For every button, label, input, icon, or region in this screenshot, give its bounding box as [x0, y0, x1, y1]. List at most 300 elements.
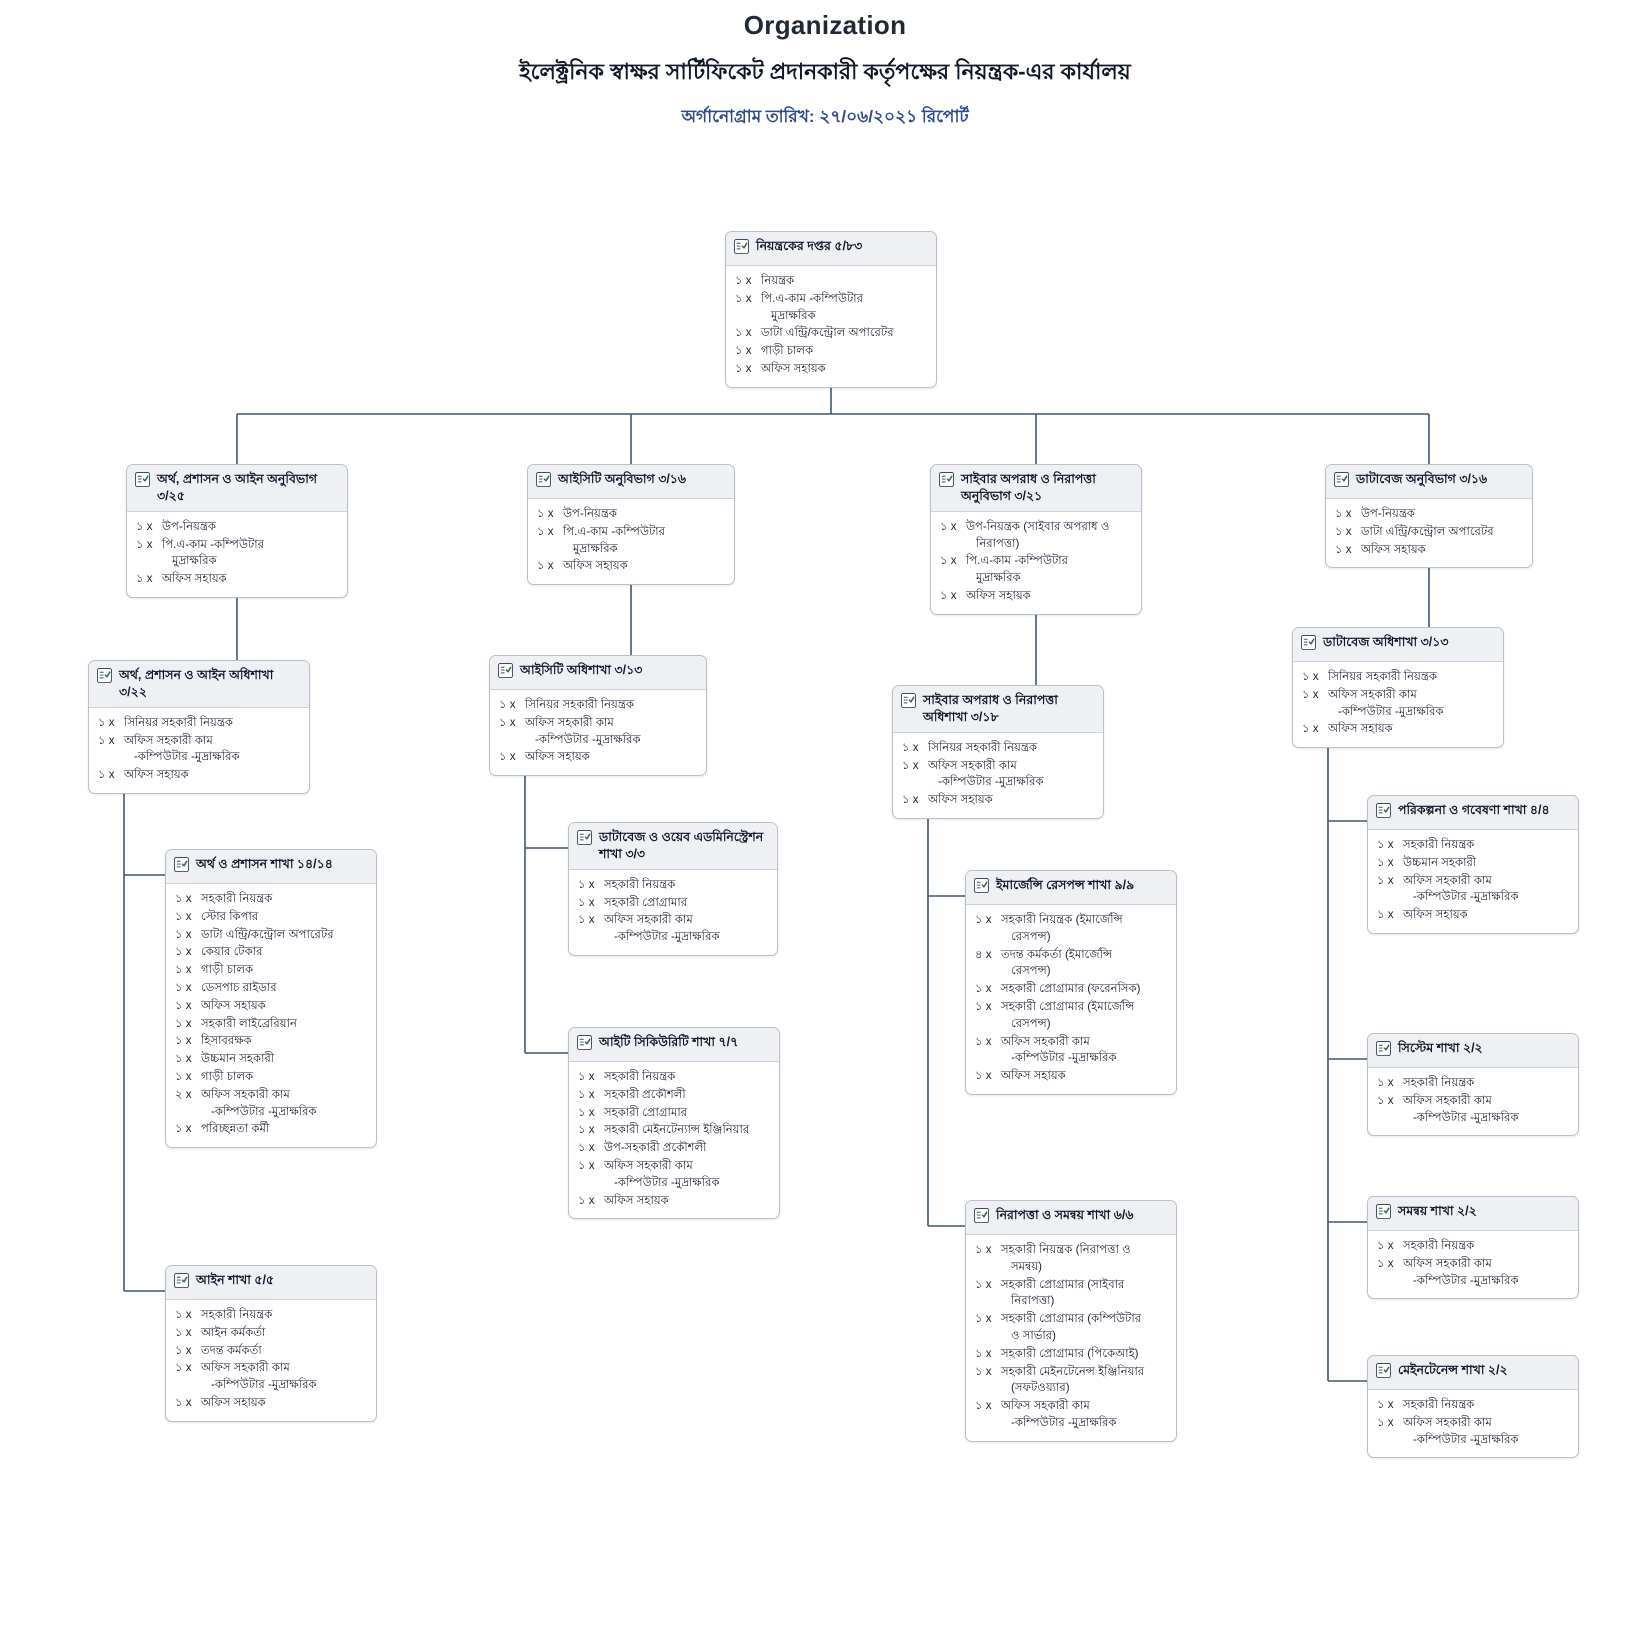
role-label-main: সহকারী নিয়ন্ত্রক (নিরাপত্তা ও [1001, 1243, 1131, 1256]
role-row [175, 909, 367, 926]
role-count: ১ x [499, 715, 516, 729]
role-label-main: সহকারী প্রোগ্রামার [604, 895, 688, 909]
role-row [735, 325, 927, 342]
org-node-header [726, 232, 936, 266]
role-row [175, 891, 367, 908]
role-count: ১ x [537, 559, 554, 573]
role-row [940, 588, 1132, 605]
role-label-main: অফিস সহায়ক [604, 1193, 669, 1207]
role-row [537, 558, 725, 575]
role-label-main: অফিস সহকারী কাম [1403, 1415, 1492, 1429]
org-node-title: ডাটাবেজ অধিশাখা ৩/১৩ [1323, 635, 1449, 649]
role-count: ১ x [1377, 1256, 1394, 1270]
role-label [162, 571, 338, 588]
role-label-continuation: -কম্পিউটার -মুদ্রাক্ষরিক [1413, 1110, 1519, 1124]
role-label-main: আইন কর্মকর্তা [201, 1325, 266, 1339]
role-label [928, 758, 1094, 792]
role-label-main: সহকারী প্রোগ্রামার (ইমার্জেন্সি [1001, 999, 1135, 1013]
role-label [1001, 1277, 1167, 1311]
org-node-title: অর্থ, প্রশাসন ও আইন অনুবিভাগ ৩/২৫ [157, 472, 318, 503]
role-label-main: অফিস সহকারী কাম [1001, 1034, 1090, 1048]
role-count: ১ x [902, 758, 919, 772]
role-label [1001, 1398, 1167, 1432]
role-label-continuation: -কম্পিউটার -মুদ্রাক্ষরিক [1413, 1432, 1519, 1446]
role-label [563, 524, 725, 558]
org-node-roles [1368, 830, 1578, 933]
role-label [604, 895, 768, 912]
role-count: ১ x [902, 793, 919, 807]
role-count: ১ x [735, 344, 752, 358]
org-node-roles [89, 708, 309, 793]
checklist-icon [135, 472, 150, 492]
role-label [1403, 907, 1569, 924]
role-count: ১ x [537, 524, 554, 538]
role-label [928, 740, 1094, 757]
role-label-main: সহকারী নিয়ন্ত্রক [1403, 1076, 1475, 1089]
org-node-cyber-div[interactable] [930, 464, 1142, 615]
role-label [928, 792, 1094, 809]
role-label [162, 519, 338, 536]
role-label-main: উচ্চমান সহকারী [1403, 855, 1477, 869]
role-label-main: অফিস সহকারী কাম [201, 1361, 290, 1375]
role-label [1001, 1034, 1167, 1068]
role-label-main: অফিস সহায়ক [162, 572, 227, 586]
role-label-main: অফিস সহকারী কাম [201, 1087, 290, 1101]
org-node-roles [569, 1062, 779, 1218]
role-count: ১ x [1302, 687, 1319, 701]
role-label-main: গাড়ী চালক [201, 1069, 254, 1083]
role-row [940, 553, 1132, 587]
role-row [902, 740, 1094, 757]
role-label [201, 1395, 367, 1412]
role-label-main: গাড়ী চালক [761, 344, 814, 358]
org-node-root[interactable] [725, 231, 937, 388]
role-label [1001, 1346, 1167, 1363]
role-count: ১ x [578, 1105, 595, 1119]
org-node-roles [1368, 1390, 1578, 1457]
role-label-main: সহকারী নিয়ন্ত্রক [604, 877, 676, 891]
role-count: ১ x [136, 537, 153, 551]
org-node-header [1293, 628, 1503, 662]
role-row [136, 537, 338, 571]
role-label [1001, 981, 1167, 998]
role-count: ১ x [1335, 542, 1352, 556]
role-label [201, 1360, 367, 1394]
org-node-fin-div[interactable] [126, 464, 348, 598]
role-count: ১ x [499, 698, 516, 711]
role-label-main: সহকারী নিয়ন্ত্রক [1403, 1239, 1475, 1252]
role-row [175, 927, 367, 944]
organogram-date: অর্গানোগ্রাম তারিখ: ২৭/০৬/২০২১ রিপোর্ট [681, 107, 969, 126]
role-count: ১ x [175, 1122, 192, 1136]
role-label [604, 1140, 770, 1157]
role-row [175, 1343, 367, 1360]
role-count: ১ x [578, 1087, 595, 1101]
role-count: ১ x [975, 1346, 992, 1360]
role-label [604, 877, 768, 894]
role-row [175, 1033, 367, 1050]
role-count: ১ x [98, 715, 115, 729]
checklist-icon [939, 472, 954, 492]
role-row [975, 1311, 1167, 1345]
role-row [175, 962, 367, 979]
role-label [563, 506, 725, 523]
role-label [201, 980, 367, 997]
role-row [175, 1121, 367, 1138]
role-label-continuation: -কম্পিউটার -মুদ্রাক্ষরিক [211, 1378, 317, 1392]
org-node-roles [893, 733, 1103, 818]
role-row [175, 1069, 367, 1086]
org-node-header [1326, 465, 1532, 499]
role-row [175, 1395, 367, 1412]
role-label [124, 715, 300, 732]
org-node-title: সমন্বয় শাখা ২/২ [1398, 1204, 1477, 1218]
role-label [604, 1105, 770, 1122]
role-count: ৪ x [975, 947, 992, 961]
role-label [1328, 721, 1494, 738]
role-label-main: অফিস সহায়ক [928, 793, 993, 807]
role-label-main: উপ-নিয়ন্ত্রক (সাইবার অপরাধ ও [966, 519, 1110, 533]
org-node-ict-sub[interactable] [489, 655, 707, 776]
role-row [1302, 669, 1494, 686]
role-count: ১ x [1302, 670, 1319, 683]
role-label [1403, 1093, 1569, 1127]
checklist-icon [1376, 1204, 1391, 1224]
role-label [201, 1016, 367, 1033]
role-label [525, 749, 697, 766]
role-label [201, 1325, 367, 1342]
org-node-system-br[interactable] [1367, 1033, 1579, 1136]
role-label-continuation: রেসপন্স) [1011, 964, 1051, 978]
role-label-main: ডেসপাচ রাইডার [201, 980, 277, 994]
role-label-main: সহকারী নিয়ন্ত্রক [1403, 838, 1475, 851]
role-row [1377, 1397, 1569, 1414]
role-label-main: সিনিয়র সহকারী নিয়ন্ত্রক [124, 715, 234, 729]
role-row [175, 1051, 367, 1068]
role-count: ১ x [136, 519, 153, 533]
role-label [1403, 1238, 1569, 1255]
role-label [124, 733, 300, 767]
org-node-header [166, 850, 376, 884]
role-label-continuation: -কম্পিউটার -মুদ্রাক্ষরিক [211, 1104, 317, 1118]
org-node-roles [966, 905, 1176, 1094]
role-row [975, 947, 1167, 981]
role-label [761, 325, 927, 342]
role-row [537, 524, 725, 558]
role-count: ১ x [940, 588, 957, 602]
role-row [175, 1087, 367, 1121]
role-label [1361, 542, 1523, 559]
role-label-main: অফিস সহকারী কাম [604, 1158, 693, 1172]
org-node-header [931, 465, 1141, 512]
org-node-header [966, 871, 1176, 905]
role-label-main: অফিস সহকারী কাম [1328, 687, 1417, 701]
role-row [578, 1105, 770, 1122]
role-label-main: সিনিয়র সহকারী নিয়ন্ত্রক [1328, 670, 1438, 683]
role-row [175, 944, 367, 961]
role-label-continuation: -কম্পিউটার -মুদ্রাক্ষরিক [535, 732, 641, 746]
role-count: ১ x [578, 1070, 595, 1083]
org-node-emergency-br[interactable] [965, 870, 1177, 1095]
role-count: ১ x [1377, 1093, 1394, 1107]
org-node-db-div[interactable] [1325, 464, 1533, 568]
role-count: ১ x [175, 945, 192, 959]
role-row [735, 273, 927, 290]
chart-header [0, 10, 1650, 132]
role-row [1335, 542, 1523, 559]
org-node-coord-br[interactable] [1367, 1196, 1579, 1299]
role-label-main: অফিস সহায়ক [525, 750, 590, 764]
role-label-continuation: -কম্পিউটার -মুদ্রাক্ষরিক [938, 775, 1044, 789]
role-label-main: অফিস সহায়ক [761, 361, 826, 375]
role-row [578, 912, 768, 946]
role-row [735, 343, 927, 360]
role-label-continuation: -কম্পিউটার -মুদ্রাক্ষরিক [1413, 1273, 1519, 1287]
role-row [537, 506, 725, 523]
checklist-icon [577, 830, 592, 850]
role-row [1377, 855, 1569, 872]
org-node-header [528, 465, 734, 499]
role-row [175, 1016, 367, 1033]
role-count: ১ x [975, 1034, 992, 1048]
org-node-roles [490, 690, 706, 775]
role-count: ১ x [175, 1343, 192, 1357]
org-node-roles [1368, 1231, 1578, 1298]
role-label-main: তদন্ত কর্মকর্তা (ইমার্জেন্সি [1001, 947, 1113, 961]
org-node-law-br[interactable] [165, 1265, 377, 1422]
role-row [578, 1158, 770, 1192]
role-label-main: অফিস সহকারী কাম [1001, 1399, 1090, 1413]
role-row [1377, 1415, 1569, 1449]
role-label [761, 291, 927, 325]
role-label [201, 962, 367, 979]
checklist-icon [1376, 1041, 1391, 1061]
role-count: ১ x [578, 1123, 595, 1137]
role-label-main: পরিচ্ছন্নতা কর্মী [201, 1122, 270, 1136]
role-count: ১ x [1377, 873, 1394, 887]
role-label [1328, 687, 1494, 721]
role-label-main: সহকারী নিয়ন্ত্রক [1403, 1398, 1475, 1411]
role-row [1377, 1256, 1569, 1290]
role-row [1377, 873, 1569, 907]
org-node-title: অর্থ ও প্রশাসন শাখা ১৪/১৪ [196, 857, 333, 871]
org-node-header [893, 686, 1103, 733]
role-label-main: সহকারী নিয়ন্ত্রক (ইমার্জেন্সি [1001, 913, 1123, 926]
org-node-header [89, 661, 309, 708]
role-label-main: অফিস সহায়ক [966, 588, 1031, 602]
role-label [1403, 1256, 1569, 1290]
role-label [201, 944, 367, 961]
role-label-main: অফিস সহকারী কাম [1403, 873, 1492, 887]
role-label-main: উপ-নিয়ন্ত্রক [563, 507, 617, 520]
org-node-fin-admin-br[interactable] [165, 849, 377, 1148]
role-label [201, 1069, 367, 1086]
role-count: ১ x [1335, 507, 1352, 520]
role-count: ১ x [175, 1034, 192, 1048]
role-row [975, 1068, 1167, 1085]
role-count: ১ x [175, 1325, 192, 1339]
role-count: ১ x [975, 982, 992, 996]
org-node-roles [1368, 1068, 1578, 1135]
org-node-ict-div[interactable] [527, 464, 735, 585]
role-label-main: নিয়ন্ত্রক [761, 274, 795, 287]
role-count: ১ x [98, 733, 115, 747]
role-label [201, 909, 367, 926]
role-label-main: সহকারী মেইনটেনেন্স ইঞ্জিনিয়ার [1001, 1364, 1145, 1378]
role-label-continuation: -কম্পিউটার -মুদ্রাক্ষরিক [1011, 1051, 1117, 1065]
role-count: ১ x [940, 554, 957, 568]
role-row [98, 733, 300, 767]
role-row [578, 1069, 770, 1086]
role-label-main: হিসাবরক্ষক [201, 1034, 252, 1048]
role-label-main: অফিস সহায়ক [1403, 908, 1468, 922]
checklist-icon [1301, 635, 1316, 655]
checklist-icon [498, 663, 513, 683]
role-count: ১ x [578, 1158, 595, 1172]
role-label-continuation: -কম্পিউটার -মুদ্রাক্ষরিক [614, 930, 720, 944]
role-row [1377, 907, 1569, 924]
role-label-continuation: মুদ্রাক্ষরিক [976, 571, 1021, 585]
role-count: ১ x [975, 1069, 992, 1083]
role-label [1403, 837, 1569, 854]
checklist-icon [1376, 1363, 1391, 1383]
role-count: ১ x [1377, 908, 1394, 922]
org-node-title: অর্থ, প্রশাসন ও আইন অধিশাখা ৩/২২ [119, 668, 274, 699]
role-label-main: গাড়ী চালক [201, 963, 254, 977]
role-label [124, 767, 300, 784]
role-count: ১ x [975, 913, 992, 926]
role-label-main: অফিস সহকারী কাম [124, 733, 213, 747]
role-label [1001, 947, 1167, 981]
role-label [201, 891, 367, 908]
org-node-roles [166, 884, 376, 1147]
role-row [136, 571, 338, 588]
org-node-itsec-br[interactable] [568, 1027, 780, 1219]
role-count: ১ x [1302, 722, 1319, 736]
role-row [578, 1193, 770, 1210]
role-label-main: অফিস সহকারী কাম [928, 758, 1017, 772]
role-label-continuation: রেসপন্স) [1011, 929, 1051, 943]
role-count: ১ x [175, 1016, 192, 1030]
role-label-main: অফিস সহকারী কাম [604, 913, 693, 927]
role-row [1377, 837, 1569, 854]
org-node-roles [931, 512, 1141, 614]
role-count: ১ x [578, 1141, 595, 1155]
role-row [98, 715, 300, 732]
role-row [1377, 1093, 1569, 1127]
role-count: ১ x [578, 877, 595, 891]
role-count: ১ x [175, 1361, 192, 1375]
role-count: ১ x [1377, 1076, 1394, 1089]
role-row [975, 1398, 1167, 1432]
role-count: ১ x [578, 1193, 595, 1207]
checklist-icon [1376, 803, 1391, 823]
role-row [578, 1087, 770, 1104]
org-node-title: আইন শাখা ৫/৫ [196, 1273, 275, 1287]
role-label-main: সহকারী নিয়ন্ত্রক [201, 1308, 273, 1321]
org-node-db-sub[interactable] [1292, 627, 1504, 748]
role-label-continuation: ও সার্ভার) [1011, 1328, 1057, 1342]
role-count: ১ x [975, 1243, 992, 1256]
role-count: ১ x [975, 1312, 992, 1326]
role-label [1403, 1075, 1569, 1092]
role-label-continuation: রেসপন্স) [1011, 1016, 1051, 1030]
org-node-header [966, 1201, 1176, 1235]
role-row [1302, 721, 1494, 738]
role-label-main: সহকারী নিয়ন্ত্রক [201, 892, 273, 905]
role-row [175, 998, 367, 1015]
org-node-cyber-sub[interactable] [892, 685, 1104, 819]
role-label-continuation: -কম্পিউটার -মুদ্রাক্ষরিক [614, 1175, 720, 1189]
role-row [175, 1360, 367, 1394]
org-node-title: নিরাপত্তা ও সমন্বয় শাখা ৬/৬ [996, 1208, 1134, 1222]
org-node-fin-sub[interactable] [88, 660, 310, 794]
org-node-header [127, 465, 347, 512]
org-node-roles [726, 266, 936, 387]
role-count: ১ x [175, 909, 192, 923]
role-count: ১ x [1377, 1415, 1394, 1429]
role-count: ১ x [735, 326, 752, 340]
role-count: ১ x [175, 998, 192, 1012]
role-label-main: উপ-নিয়ন্ত্রক [162, 519, 216, 533]
role-count: ১ x [940, 519, 957, 533]
org-node-title: পরিকল্পনা ও গবেষণা শাখা ৪/৪ [1398, 803, 1550, 817]
org-node-db-web-br[interactable] [568, 822, 778, 956]
org-node-title: সাইবার অপরাধ ও নিরাপত্তা অধিশাখা ৩/১৮ [923, 693, 1058, 724]
role-count: ১ x [975, 1399, 992, 1413]
role-label-main: অফিস সহায়ক [201, 998, 266, 1012]
org-node-title: ইমার্জেন্সি রেসপন্স শাখা ৯/৯ [996, 878, 1135, 892]
role-row [975, 1277, 1167, 1311]
role-row [1335, 506, 1523, 523]
role-label-continuation: (সফটওয়্যার) [1011, 1381, 1070, 1395]
role-count: ১ x [175, 1069, 192, 1083]
role-count: ১ x [1377, 1239, 1394, 1252]
org-node-roles [966, 1235, 1176, 1441]
role-row [578, 1140, 770, 1157]
org-node-title: সিস্টেম শাখা ২/২ [1398, 1041, 1483, 1055]
role-label-main: অফিস সহায়ক [1328, 722, 1393, 736]
role-label-main: সহকারী প্রোগ্রামার [604, 1105, 688, 1119]
org-node-maint-br[interactable] [1367, 1355, 1579, 1458]
org-node-planning-br[interactable] [1367, 795, 1579, 934]
role-row [902, 792, 1094, 809]
role-label-main: অফিস সহকারী কাম [525, 715, 614, 729]
role-label [201, 927, 367, 944]
role-row [975, 1242, 1167, 1276]
role-label [201, 1051, 367, 1068]
role-label-continuation: -কম্পিউটার -মুদ্রাক্ষরিক [134, 750, 240, 764]
role-label-main: ডাটা এন্ট্রি/কন্ট্রোল অপারেটর [761, 326, 894, 340]
role-row [1377, 1075, 1569, 1092]
checklist-icon [174, 1273, 189, 1293]
role-count: ১ x [499, 750, 516, 764]
org-node-roles [166, 1300, 376, 1421]
role-label [966, 519, 1132, 553]
role-label [761, 361, 927, 378]
role-label [604, 1069, 770, 1086]
org-node-title: আইসিটি অধিশাখা ৩/১৩ [520, 663, 643, 677]
role-label-continuation: মুদ্রাক্ষরিক [172, 554, 217, 568]
role-row [902, 758, 1094, 792]
role-count: ১ x [902, 740, 919, 754]
role-count: ১ x [175, 980, 192, 994]
role-label-main: সহকারী প্রোগ্রামার (ফরেনসিক) [1001, 982, 1141, 996]
role-count: ১ x [735, 361, 752, 375]
org-node-security-br[interactable] [965, 1200, 1177, 1442]
role-row [175, 1307, 367, 1324]
org-node-header [166, 1266, 376, 1300]
